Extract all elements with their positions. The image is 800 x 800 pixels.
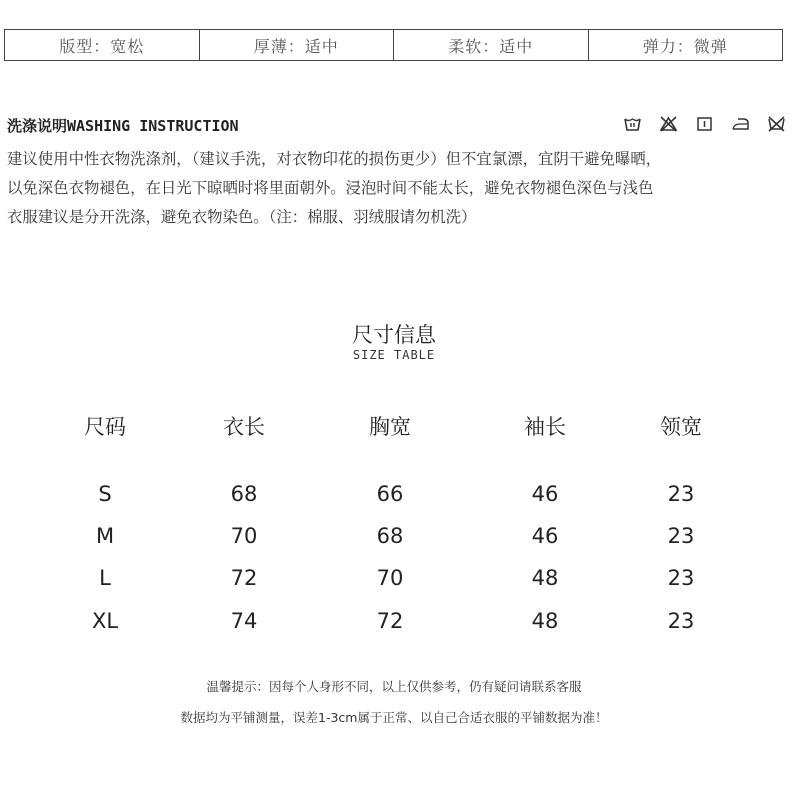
table-cell-size: L [99, 566, 111, 590]
table-cell-length: 74 [230, 609, 258, 633]
no-bleach-icon [658, 115, 679, 133]
attribute-thickness: 厚薄：适中 [199, 30, 394, 60]
washing-header [7, 113, 787, 137]
table-cell-length: 72 [230, 566, 258, 590]
table-cell-collar: 23 [667, 609, 695, 633]
wash-tub-icon [622, 115, 643, 133]
table-cell-length: 68 [230, 482, 258, 506]
table-cell-collar: 23 [667, 482, 695, 506]
column-header-collar: 领宽 [660, 415, 702, 439]
no-dry-clean-icon [766, 115, 787, 133]
attribute-fit: 版型：宽松 [59, 36, 145, 56]
attribute-bar [4, 29, 783, 61]
iron-icon [730, 115, 751, 133]
table-cell-sleeve: 48 [531, 609, 559, 633]
column-header-length: 衣长 [223, 415, 265, 439]
attribute-elasticity: 弹力：微弹 [588, 30, 783, 60]
table-cell-chest: 66 [376, 482, 404, 506]
washing-line: 衣服建议是分开洗涤，避免衣物染色。（注：棉服、羽绒服请勿机洗） [7, 208, 477, 226]
size-table-title [0, 322, 788, 362]
washing-line: 以免深色衣物褪色，在日光下晾晒时将里面朝外。浸泡时间不能太长，避免衣物褪色深色与浅色 [7, 179, 654, 197]
attribute-softness: 柔软：适中 [393, 30, 588, 60]
table-cell-size: M [95, 524, 115, 548]
measurement-notes [0, 677, 788, 739]
washing-line: 建议使用中性衣物洗涤剂，（建议手洗，对衣物印花的损伤更少）但不宜氯漂，宜阴干避免曝晒， [7, 150, 662, 168]
table-cell-chest: 70 [376, 566, 404, 590]
table-cell-size: S [98, 482, 112, 506]
table-cell-sleeve: 48 [531, 566, 559, 590]
care-icons [622, 115, 787, 133]
note-tip: 温馨提示：因每个人身形不同，以上仅供参考，仍有疑问请联系客服 [206, 679, 582, 694]
size-title-en: SIZE TABLE [352, 348, 436, 362]
tumble-dry-icon [694, 115, 715, 133]
column-header-size: 尺码 [84, 415, 126, 439]
table-cell-sleeve: 46 [531, 524, 559, 548]
note-measurement: 数据均为平铺测量，误差1-3cm属于正常、以自己合适衣服的平铺数据为准！ [180, 710, 608, 725]
table-cell-chest: 72 [376, 609, 404, 633]
table-cell-size: XL [91, 609, 119, 633]
column-header-chest: 胸宽 [369, 415, 411, 439]
table-cell-collar: 23 [667, 566, 695, 590]
column-header-sleeve: 袖长 [524, 415, 566, 439]
size-title-cn: 尺寸信息 [352, 323, 436, 347]
table-cell-sleeve: 46 [531, 482, 559, 506]
table-cell-length: 70 [230, 524, 258, 548]
washing-title: 洗涤说明WASHING INSTRUCTION [7, 116, 239, 135]
washing-instructions [7, 145, 792, 232]
table-cell-chest: 68 [376, 524, 404, 548]
table-cell-collar: 23 [667, 524, 695, 548]
